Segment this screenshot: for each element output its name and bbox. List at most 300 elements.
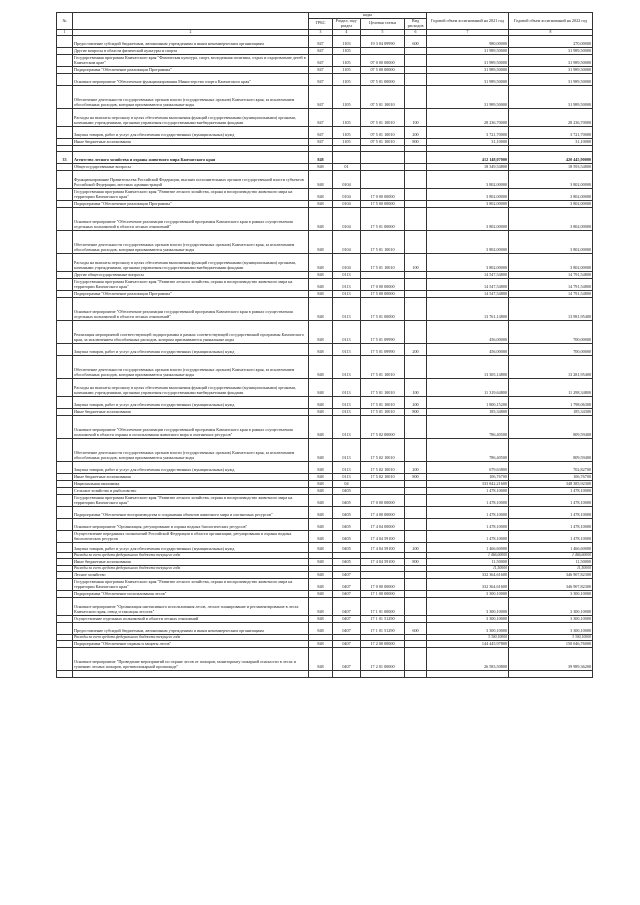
row-grbs: 848 xyxy=(309,622,333,634)
table-row xyxy=(57,518,593,530)
row-number xyxy=(57,640,73,647)
row-razdel: 0405 xyxy=(333,558,361,565)
row-target-article: 17 4 04 59100 xyxy=(361,542,405,552)
row-amount-2021: 1 478,10000 xyxy=(427,494,509,506)
row-target-article xyxy=(361,170,405,188)
row-name: Предоставление субсидий бюджетным, автономным учреждениям и иным некоммерческим организациям xyxy=(73,622,309,634)
row-amount-2022: 1 478,10000 xyxy=(509,518,593,530)
row-razdel: 0405 xyxy=(333,530,361,542)
row-name: Подпрограмма "Обеспечение реализации Программы" xyxy=(73,290,309,297)
row-number xyxy=(57,170,73,188)
row-amount-2022: 31 989,50000 xyxy=(509,85,593,108)
row-name: Подпрограмма "Обеспечение воспроизводства и сохранения объектов животного мира и охотничьих ресурсов" xyxy=(73,506,309,518)
table-row xyxy=(57,278,593,290)
row-number xyxy=(57,670,73,677)
table-row xyxy=(57,461,593,473)
row-amount-2021: 3 300,10000 xyxy=(427,597,509,615)
row-number xyxy=(57,271,73,278)
table-row xyxy=(57,480,593,487)
row-number xyxy=(57,622,73,634)
row-razdel: 1105 xyxy=(333,47,361,54)
row-amount-2021: 26 583,50800 xyxy=(427,647,509,670)
row-razdel: 0405 xyxy=(333,494,361,506)
row-expense-type xyxy=(405,480,427,487)
row-grbs: 848 xyxy=(309,647,333,670)
col-number: 6 xyxy=(405,29,427,35)
row-grbs: 848 xyxy=(309,542,333,552)
row-number xyxy=(57,200,73,207)
row-amount-2021: 456,00000 xyxy=(427,320,509,343)
row-grbs: 848 xyxy=(309,163,333,170)
row-razdel: 0407 xyxy=(333,578,361,590)
row-razdel: 0113 xyxy=(333,473,361,480)
row-amount-2021: 14 547,54800 xyxy=(427,278,509,290)
col-number: 3 xyxy=(309,29,333,35)
table-row xyxy=(57,438,593,461)
row-target-article: 17 5 01 00000 xyxy=(361,297,405,320)
row-number xyxy=(57,647,73,670)
row-amount-2022: 13 281,95400 xyxy=(509,355,593,378)
row-grbs: 848 xyxy=(309,378,333,396)
row-razdel: 0407 xyxy=(333,640,361,647)
row-expense-type xyxy=(405,487,427,494)
row-name: Реализация мероприятий соответствующей подпрограммы в рамках соответствующей государственной программы Камчатского края, за исключением обособленных расходов, которым присваиваются уникальные коды xyxy=(73,320,309,343)
row-amount-2021: 3 802,00000 xyxy=(427,253,509,271)
row-expense-type: 800 xyxy=(405,473,427,480)
row-target-article: 17 5 01 00000 xyxy=(361,207,405,230)
row-target-article: 07 5 00 00000 xyxy=(361,66,405,73)
row-amount-2022: 420 445,90000 xyxy=(509,151,593,163)
row-name: Основное мероприятие "Обеспечение реализации государственной программы Камчатского края в рамках осуществления полномочий в области охраны и использования животного мира и охотничьих ресурсов" xyxy=(73,415,309,438)
row-amount-2022: 346 907,82300 xyxy=(509,571,593,578)
table-row xyxy=(57,54,593,66)
row-amount-2021: 31 989,50000 xyxy=(427,85,509,108)
row-amount-2022: 3 721,70000 xyxy=(509,126,593,138)
row-amount-2022: 185,34300 xyxy=(509,408,593,415)
row-amount-2021: 1 800,15200 xyxy=(427,396,509,408)
row-expense-type xyxy=(405,494,427,506)
row-target-article xyxy=(361,480,405,487)
header-2022: Годовой объем ассигнований на 2022 год xyxy=(509,13,593,30)
row-amount-2021: 3 721,70000 xyxy=(427,126,509,138)
row-expense-type xyxy=(405,578,427,590)
row-expense-type xyxy=(405,271,427,278)
table-row xyxy=(57,473,593,480)
row-razdel: 1105 xyxy=(333,108,361,126)
col-number: 2 xyxy=(73,29,309,35)
row-name: Основное мероприятие "Обеспечение реализации государственной программы Камчатского края в рамках осуществления отдельных полномочий в области лесных отношений" xyxy=(73,207,309,230)
row-razdel: 0113 xyxy=(333,278,361,290)
row-target-article xyxy=(361,487,405,494)
row-expense-type xyxy=(405,571,427,578)
row-number xyxy=(57,408,73,415)
row-number xyxy=(57,530,73,542)
row-grbs: 848 xyxy=(309,438,333,461)
row-name: Агентство лесного хозяйства и охраны животного мира Камчатского края xyxy=(73,151,309,163)
table-row xyxy=(57,506,593,518)
row-expense-type xyxy=(405,518,427,530)
row-razdel: 0104 xyxy=(333,170,361,188)
table-row xyxy=(57,408,593,415)
row-amount-2022: 1 466,60000 xyxy=(509,542,593,552)
header-csr: Целевая статья xyxy=(361,18,405,29)
table-row xyxy=(57,355,593,378)
row-razdel: 0405 xyxy=(333,506,361,518)
row-grbs: 847 xyxy=(309,47,333,54)
row-amount-2021: 3 802,00000 xyxy=(427,188,509,200)
row-expense-type xyxy=(405,355,427,378)
row-number xyxy=(57,415,73,438)
table-row xyxy=(57,378,593,396)
row-amount-2022: 3 300,10000 xyxy=(509,615,593,622)
row-grbs: 847 xyxy=(309,73,333,85)
row-razdel: 0405 xyxy=(333,518,361,530)
row-amount-2022: 1 466,60000 xyxy=(509,552,593,558)
row-expense-type xyxy=(405,320,427,343)
row-amount-2021: 679,63800 xyxy=(427,461,509,473)
row-target-article xyxy=(361,670,405,677)
row-name: Функционирование Правительства Российской Федерации, высших исполнительных органов государственной власти субъектов Российской Федерации, местных администраций xyxy=(73,170,309,188)
table-row xyxy=(57,558,593,565)
row-target-article: 07 0 00 00000 xyxy=(361,54,405,66)
row-grbs: 848 xyxy=(309,297,333,320)
row-amount-2022: 31 989,50000 xyxy=(509,47,593,54)
row-target-article: 17 1 00 00000 xyxy=(361,590,405,597)
row-grbs: 848 xyxy=(309,170,333,188)
row-grbs: 847 xyxy=(309,108,333,126)
row-expense-type: 200 xyxy=(405,461,427,473)
row-amount-2022: 3 300,10000 xyxy=(509,622,593,634)
row-razdel: 0407 xyxy=(333,597,361,615)
row-razdel: 1105 xyxy=(333,54,361,66)
row-name: Основное мероприятие "Проведение мероприятий по охране лесов от пожаров, мониторингу пожарной опасности в лесах и тушению лесных пожаров, противопожарной пропаганде" xyxy=(73,647,309,670)
table-row xyxy=(57,487,593,494)
row-amount-2022: 3 802,00000 xyxy=(509,207,593,230)
row-name: Иные бюджетные ассигнования xyxy=(73,408,309,415)
row-expense-type: 200 xyxy=(405,396,427,408)
table-row xyxy=(57,494,593,506)
row-name: Расходы за счет средств федерального бюджета текущего года xyxy=(73,634,309,640)
row-name: Расходы за счет средств федерального бюджета текущего года xyxy=(73,552,309,558)
row-target-article: 17 1 01 51290 xyxy=(361,615,405,622)
row-expense-type: 800 xyxy=(405,558,427,565)
row-amount-2021: 1 466,60000 xyxy=(427,552,509,558)
row-expense-type: 200 xyxy=(405,542,427,552)
row-razdel: 0113 xyxy=(333,438,361,461)
row-number xyxy=(57,506,73,518)
row-grbs: 848 xyxy=(309,408,333,415)
row-target-article: 17 4 00 00000 xyxy=(361,506,405,518)
row-expense-type xyxy=(405,615,427,622)
row-target-article: 17 5 00 00000 xyxy=(361,200,405,207)
row-name: Основное мероприятие "Обеспечение функционирования Министерства спорта Камчатского края" xyxy=(73,73,309,85)
row-expense-type xyxy=(405,278,427,290)
table-row xyxy=(57,396,593,408)
row-expense-type: 800 xyxy=(405,138,427,145)
row-expense-type xyxy=(405,66,427,73)
col-number: 5 xyxy=(361,29,405,35)
row-target-article: 17 4 04 59100 xyxy=(361,558,405,565)
row-amount-2022: 14 791,54800 xyxy=(509,278,593,290)
row-grbs: 847 xyxy=(309,85,333,108)
row-expense-type xyxy=(405,207,427,230)
row-razdel: 0407 xyxy=(333,647,361,670)
table-row xyxy=(57,290,593,297)
row-number xyxy=(57,47,73,54)
row-amount-2021: 14 547,54800 xyxy=(427,271,509,278)
col-number: 1 xyxy=(57,29,73,35)
row-grbs: 848 xyxy=(309,343,333,355)
row-amount-2021: 3 802,00000 xyxy=(427,170,509,188)
row-amount-2021: 106,76700 xyxy=(427,473,509,480)
row-grbs: 848 xyxy=(309,271,333,278)
row-amount-2021: 13 305,14800 xyxy=(427,355,509,378)
row-target-article: 07 5 01 10010 xyxy=(361,126,405,138)
table-row xyxy=(57,615,593,622)
row-number xyxy=(57,355,73,378)
table-row xyxy=(57,590,593,597)
row-name: Государственная программа Камчатского края "Развитие лесного хозяйства, охрана и воспроизводство животного мира на территории Камчатского края" xyxy=(73,494,309,506)
row-target-article: 17 0 00 00000 xyxy=(361,494,405,506)
row-target-article: 17 5 02 10010 xyxy=(361,438,405,461)
row-expense-type xyxy=(405,670,427,677)
row-amount-2022: 28 236,70000 xyxy=(509,108,593,126)
row-razdel: 0113 xyxy=(333,320,361,343)
row-target-article: 17 0 00 00000 xyxy=(361,278,405,290)
row-grbs: 848 xyxy=(309,320,333,343)
row-expense-type: 200 xyxy=(405,126,427,138)
row-name: Иные бюджетные ассигнования xyxy=(73,473,309,480)
row-amount-2021: 3 802,00000 xyxy=(427,200,509,207)
row-number xyxy=(57,188,73,200)
row-razdel: 0407 xyxy=(333,622,361,634)
row-grbs: 848 xyxy=(309,506,333,518)
row-number xyxy=(57,578,73,590)
row-amount-2021: 31 989,50000 xyxy=(427,54,509,66)
row-expense-type xyxy=(405,640,427,647)
row-amount-2022: 1 478,10000 xyxy=(509,494,593,506)
row-number xyxy=(57,207,73,230)
row-amount-2021: 3 802,00000 xyxy=(427,207,509,230)
row-number xyxy=(57,66,73,73)
row-razdel: 0104 xyxy=(333,188,361,200)
table-row xyxy=(57,66,593,73)
row-grbs: 847 xyxy=(309,126,333,138)
row-number xyxy=(57,494,73,506)
row-amount-2021: 3 300,10000 xyxy=(427,634,509,640)
row-amount-2022: 31 989,50000 xyxy=(509,66,593,73)
row-number xyxy=(57,571,73,578)
row-amount-2022: 39 989,36200 xyxy=(509,647,593,670)
row-grbs: 848 xyxy=(309,253,333,271)
row-grbs: 848 xyxy=(309,530,333,542)
row-razdel: 0407 xyxy=(333,590,361,597)
row-name: Расходы на выплаты персоналу в целях обеспечения выполнения функций государственными (муниципальными) органами, казенными учреждениями, органами управления государственными внебюджетными фондами xyxy=(73,378,309,396)
row-amount-2022: 14 791,54800 xyxy=(509,271,593,278)
row-razdel: 0407 xyxy=(333,571,361,578)
row-target-article: 07 5 01 00000 xyxy=(361,73,405,85)
row-number xyxy=(57,54,73,66)
row-amount-2021: 786,40500 xyxy=(427,438,509,461)
row-target-article xyxy=(361,47,405,54)
table-row xyxy=(57,73,593,85)
row-grbs: 848 xyxy=(309,278,333,290)
row-number xyxy=(57,597,73,615)
row-amount-2021: 1 466,60000 xyxy=(427,542,509,552)
row-grbs: 848 xyxy=(309,615,333,622)
row-name: Закупка товаров, работ и услуг для обеспечения государственных (муниципальных) нужд xyxy=(73,461,309,473)
row-grbs: 847 xyxy=(309,35,333,47)
row-name: Основное мероприятие "Организация, регулирование и охрана водных биологических ресурсов" xyxy=(73,518,309,530)
row-expense-type xyxy=(405,230,427,253)
row-amount-2021: 980,00000 xyxy=(427,35,509,47)
row-razdel: 0104 xyxy=(333,207,361,230)
row-razdel: 1105 xyxy=(333,126,361,138)
row-grbs: 848 xyxy=(309,396,333,408)
row-razdel: 1105 xyxy=(333,73,361,85)
row-name: Обеспечение деятельности государственных органов власти (государственных органов) Камчатского края, за исключением обособленных расходов, которым присваиваются уникальные коды xyxy=(73,438,309,461)
row-number xyxy=(57,85,73,108)
row-grbs: 848 xyxy=(309,151,333,163)
row-number xyxy=(57,126,73,138)
table-row xyxy=(57,597,593,615)
row-amount-2021: 786,40500 xyxy=(427,415,509,438)
row-razdel: 0113 xyxy=(333,297,361,320)
row-target-article: 17 2 00 00000 xyxy=(361,640,405,647)
row-amount-2022: 1 478,10000 xyxy=(509,530,593,542)
row-amount-2021: 333 842,21600 xyxy=(427,480,509,487)
row-expense-type xyxy=(405,438,427,461)
table-row xyxy=(57,542,593,552)
row-target-article: 17 1 01 00000 xyxy=(361,597,405,615)
row-name: Иные бюджетные ассигнования xyxy=(73,558,309,565)
table-row xyxy=(57,230,593,253)
row-amount-2022: 3 802,00000 xyxy=(509,253,593,271)
row-razdel: 0113 xyxy=(333,461,361,473)
row-name: Обеспечение деятельности государственных органов власти (государственных органов) Камчатского края, за исключением обособленных расходов, которым присваиваются уникальные коды xyxy=(73,85,309,108)
table-row xyxy=(57,640,593,647)
row-target-article: 17 5 01 10010 xyxy=(361,253,405,271)
row-name: Расходы на выплаты персоналу в целях обеспечения выполнения функций государственными (муниципальными) органами, казенными учреждениями, органами управления государственными внебюджетными фондами xyxy=(73,108,309,126)
row-expense-type xyxy=(405,647,427,670)
row-target-article: 07 5 01 10010 xyxy=(361,85,405,108)
row-number xyxy=(57,253,73,271)
row-number xyxy=(57,558,73,565)
row-amount-2021: 456,00000 xyxy=(427,343,509,355)
row-razdel: 1105 xyxy=(333,66,361,73)
row-target-article xyxy=(361,271,405,278)
row-expense-type xyxy=(405,163,427,170)
row-razdel: 0104 xyxy=(333,200,361,207)
table-row xyxy=(57,151,593,163)
row-amount-2022: 31 989,50000 xyxy=(509,73,593,85)
table-row xyxy=(57,670,593,677)
table-row xyxy=(57,343,593,355)
header-razdel: Раздел, под-раздел xyxy=(333,18,361,29)
row-amount-2022: 3 300,10000 xyxy=(509,590,593,597)
row-name: Основное мероприятие "Обеспечение реализации государственной программы Камчатского края в рамках осуществления отдельных полномочий в области лесных отношений" xyxy=(73,297,309,320)
row-target-article: 17 5 01 10010 xyxy=(361,378,405,396)
row-amount-2021: 11,50000 xyxy=(427,565,509,571)
row-razdel: 0104 xyxy=(333,253,361,271)
table-row xyxy=(57,200,593,207)
row-amount-2021: 185,34800 xyxy=(427,408,509,415)
row-expense-type xyxy=(405,188,427,200)
row-razdel: 1103 xyxy=(333,35,361,47)
row-amount-2021: 412 148,07000 xyxy=(427,151,509,163)
row-name: Закупка товаров, работ и услуг для обеспечения государственных (муниципальных) нужд xyxy=(73,126,309,138)
row-number xyxy=(57,473,73,480)
row-target-article: 07 5 01 10010 xyxy=(361,138,405,145)
row-amount-2021: 31 989,50000 xyxy=(427,66,509,73)
row-name: Закупка товаров, работ и услуг для обеспечения государственных (муниципальных) нужд xyxy=(73,343,309,355)
row-razdel: 0113 xyxy=(333,343,361,355)
table-row xyxy=(57,188,593,200)
row-expense-type xyxy=(405,506,427,518)
row-expense-type: 100 xyxy=(405,108,427,126)
row-expense-type xyxy=(405,290,427,297)
row-razdel: 01 xyxy=(333,163,361,170)
row-target-article: 17 1 01 51290 xyxy=(361,622,405,634)
row-amount-2022: 11 298,34800 xyxy=(509,378,593,396)
header-codes: коды xyxy=(309,13,427,19)
row-amount-2021: 3 300,10000 xyxy=(427,622,509,634)
row-number xyxy=(57,138,73,145)
row-amount-2022: 809,59400 xyxy=(509,438,593,461)
row-target-article: 17 5 02 10010 xyxy=(361,473,405,480)
table-row xyxy=(57,163,593,170)
row-number: 33 xyxy=(57,151,73,163)
row-amount-2021: 332 364,61600 xyxy=(427,578,509,590)
row-expense-type xyxy=(405,590,427,597)
row-amount-2021: 3 300,10000 xyxy=(427,615,509,622)
row-expense-type xyxy=(405,85,427,108)
row-target-article: 07 5 01 10010 xyxy=(361,108,405,126)
row-number xyxy=(57,487,73,494)
row-target-article xyxy=(361,163,405,170)
row-number xyxy=(57,343,73,355)
row-target-article: 17 5 01 09990 xyxy=(361,343,405,355)
row-number xyxy=(57,230,73,253)
row-amount-2021: 3 300,10000 xyxy=(427,590,509,597)
table-row xyxy=(57,108,593,126)
row-name: Осуществление переданных полномочий Российской Федерации в области организации, регулирования и охраны водных биологических ресурсов xyxy=(73,530,309,542)
row-number xyxy=(57,615,73,622)
row-amount-2022: 106,76700 xyxy=(509,473,593,480)
row-grbs: 848 xyxy=(309,290,333,297)
row-razdel: 0113 xyxy=(333,378,361,396)
table-row xyxy=(57,138,593,145)
row-expense-type: 600 xyxy=(405,622,427,634)
row-expense-type: 100 xyxy=(405,378,427,396)
row-target-article: 17 5 02 10010 xyxy=(361,461,405,473)
row-expense-type xyxy=(405,530,427,542)
row-grbs: 848 xyxy=(309,571,333,578)
row-amount-2022: 31 989,50000 xyxy=(509,54,593,66)
row-grbs: 848 xyxy=(309,188,333,200)
row-name: Осуществление отдельных полномочий в области лесных отношений xyxy=(73,615,309,622)
row-number xyxy=(57,278,73,290)
row-name: Государственная программа Камчатского края "Развитие лесного хозяйства, охрана и воспроизводство животного мира на территории Камчатского края" xyxy=(73,188,309,200)
row-razdel: 0113 xyxy=(333,355,361,378)
row-number xyxy=(57,73,73,85)
row-number xyxy=(57,320,73,343)
row-amount-2022: 700,00000 xyxy=(509,320,593,343)
row-amount-2021: 28 236,70000 xyxy=(427,108,509,126)
row-number xyxy=(57,480,73,487)
row-name: Государственная программа Камчатского края "Развитие лесного хозяйства, охрана и воспроизводство животного мира на территории Камчатского края" xyxy=(73,578,309,590)
row-amount-2021: 11 319,64800 xyxy=(427,378,509,396)
